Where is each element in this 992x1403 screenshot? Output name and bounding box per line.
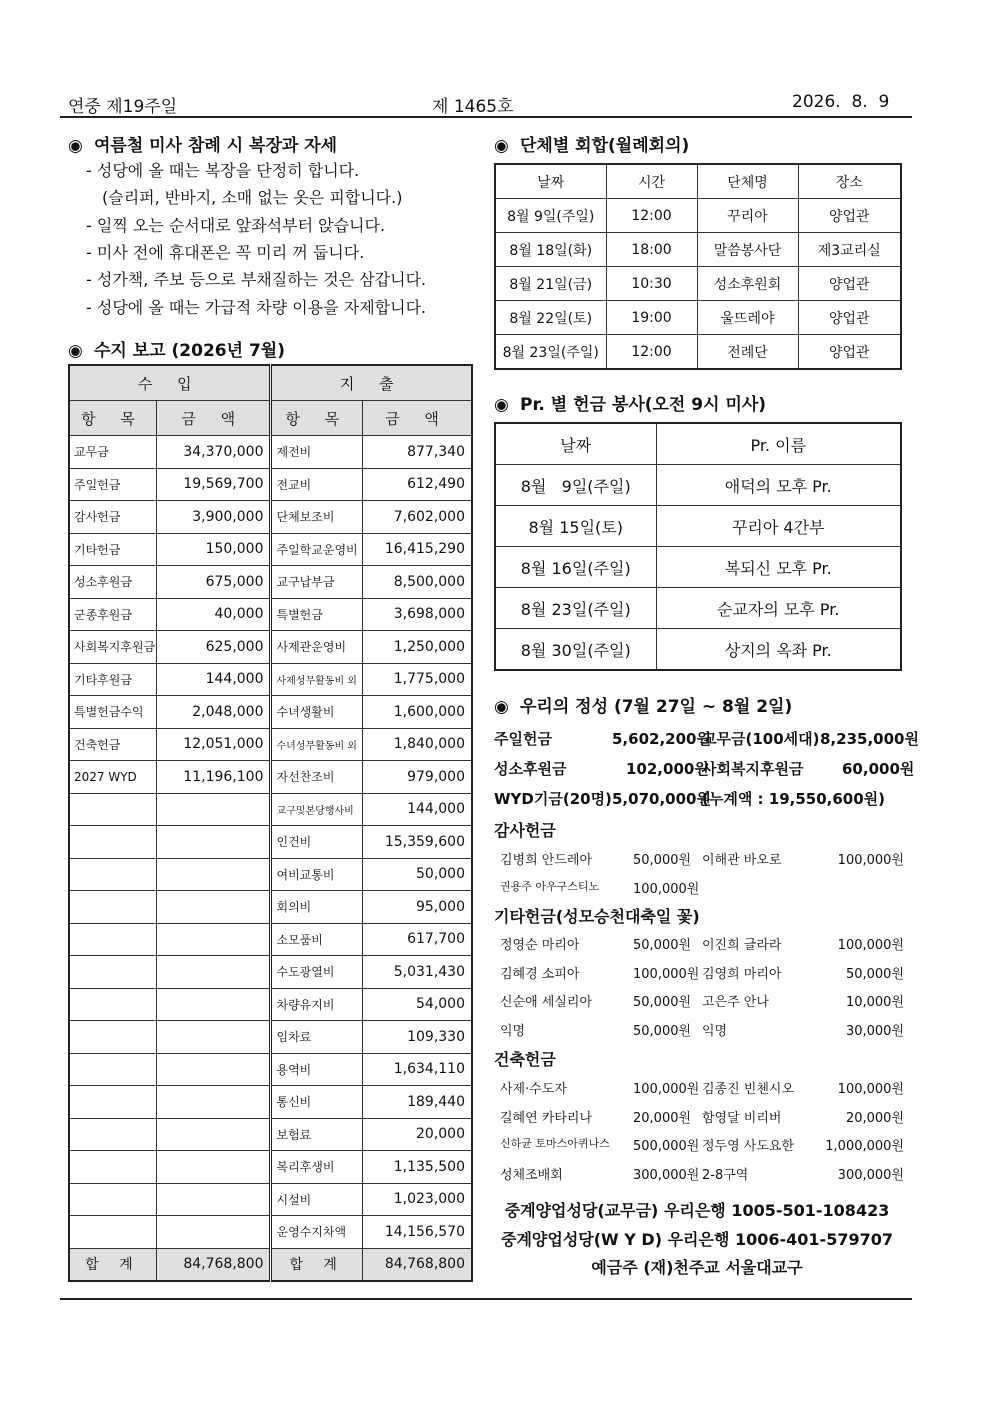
expense-item: 자선찬조비 [271, 761, 362, 794]
income-amount: 625,000 [156, 631, 271, 664]
donor-row [0, 963, 992, 983]
groups-col-header: 시간 [606, 164, 697, 199]
bullet-icon: ◉ [68, 136, 83, 156]
income-item: 성소후원금 [69, 566, 156, 599]
groups-table [494, 163, 902, 370]
groups-row [495, 233, 901, 267]
bullet-icon: ◉ [494, 136, 509, 156]
expense-amount: 109,330 [362, 1021, 472, 1054]
expense-item: 사제관운영비 [271, 631, 362, 664]
finance-row [69, 566, 472, 599]
groups-col-header: 날짜 [495, 164, 606, 199]
expense-item: 수도광열비 [271, 956, 362, 989]
donor-name: 신순애 세실리아 [500, 995, 593, 1011]
donor-name: 김영희 마리아 [702, 966, 782, 982]
bullet-icon: ◉ [494, 395, 509, 415]
donor-amount: 100,000원 [633, 881, 700, 897]
income-item: 2027 WYD [69, 761, 156, 794]
donor-name: 김병희 안드레아 [500, 853, 593, 868]
groups-cell: 말씀봉사단 [697, 233, 798, 267]
donor-row [0, 1107, 992, 1127]
donor-amount: 300,000원 [837, 1167, 904, 1183]
col-item-header: 항 목 [69, 401, 156, 436]
income-amount [156, 1183, 271, 1216]
income-item [69, 1183, 156, 1216]
donor-amount: 20,000원 [633, 1110, 692, 1126]
donor-amount: 50,000원 [633, 853, 692, 868]
income-amount: 144,000 [156, 663, 271, 696]
groups-cell: 18:00 [606, 233, 697, 267]
expense-amount: 1,634,110 [362, 1053, 472, 1086]
income-amount: 11,196,100 [156, 761, 271, 794]
expense-item: 복리후생비 [271, 1151, 362, 1184]
donor-amount: 100,000원 [837, 853, 904, 868]
expense-item: 특별헌금 [271, 598, 362, 631]
expense-amount: 144,000 [362, 793, 472, 826]
offering-line-3: WYD기금(20명) 5,070,000원 (누계액 : 19,550,600원) [494, 790, 886, 808]
expense-item: 보험료 [271, 1118, 362, 1151]
expense-item: 인건비 [271, 826, 362, 859]
groups-cell: 양업관 [798, 267, 901, 301]
donor-amount: 300,000원 [633, 1167, 700, 1183]
expense-item: 운영수지차액 [271, 1216, 362, 1249]
footer-rule [60, 1298, 912, 1300]
offering-line-2: 성소후원금 102,000원 사회복지후원금 60,000원 [494, 760, 915, 778]
donor-name: 이진희 글라라 [702, 938, 782, 953]
finance-row [69, 1216, 472, 1249]
pr-cell: 애덕의 모후 Pr. [656, 465, 901, 506]
expense-amount: 979,000 [362, 761, 472, 794]
groups-row [495, 199, 901, 233]
expense-amount: 1,600,000 [362, 696, 472, 729]
expense-amount: 1,840,000 [362, 728, 472, 761]
expense-item: 사제성무활동비 외 [271, 663, 362, 696]
offerings-section-title: ◉ 우리의 정성 (7월 27일 ~ 8월 2일) [494, 697, 793, 717]
pr-cell: 복되신 모후 Pr. [656, 547, 901, 588]
expense-amount: 54,000 [362, 988, 472, 1021]
account-line: 중계양업성당(W Y D) 우리은행 1006-401-579707 [501, 1230, 893, 1249]
pr-cell: 8월 15일(토) [495, 506, 656, 547]
income-header: 수 입 [69, 365, 271, 401]
groups-row [495, 301, 901, 335]
expense-item: 교구및본당행사비 [271, 793, 362, 826]
income-item: 주일헌금 [69, 468, 156, 501]
donor-row [0, 934, 992, 954]
pr-cell: 순교자의 모후 Pr. [656, 588, 901, 629]
donor-name: 정영순 마리아 [500, 938, 580, 953]
expense-item: 주일학교운영비 [271, 533, 362, 566]
other-title: 기타헌금(성모승천대축일 꽃) [494, 907, 700, 926]
pr-section-title: ◉ Pr. 별 헌금 봉사(오전 9시 미사) [494, 395, 767, 415]
income-item: 특별헌금수익 [69, 696, 156, 729]
groups-cell: 울뜨레야 [697, 301, 798, 335]
groups-cell: 10:30 [606, 267, 697, 301]
issue-number: 제 1465호 [432, 97, 514, 117]
expense-item: 용역비 [271, 1053, 362, 1086]
attire-section-title: ◉ 여름철 미사 참례 시 복장과 자세 [68, 136, 338, 156]
finance-row [69, 598, 472, 631]
groups-cell: 양업관 [798, 335, 901, 370]
expense-amount: 877,340 [362, 436, 472, 469]
account-line: 중계양업성당(교무금) 우리은행 1005-501-108423 [504, 1201, 890, 1220]
pr-col-header: Pr. 이름 [656, 423, 901, 465]
donor-row [0, 991, 992, 1011]
finance-row [69, 696, 472, 729]
groups-cell: 8월 23일(주일) [495, 335, 606, 370]
donor-name: 정두영 사도요한 [702, 1139, 795, 1155]
pr-cell: 상지의 옥좌 Pr. [656, 629, 901, 671]
income-item: 교무금 [69, 436, 156, 469]
col-amount-header: 금 액 [156, 401, 271, 436]
expense-amount: 50,000 [362, 858, 472, 891]
income-item: 군종후원금 [69, 598, 156, 631]
donor-amount: 20,000원 [845, 1110, 904, 1126]
expense-item: 수녀성무활동비 외 [271, 728, 362, 761]
pr-row [495, 465, 901, 506]
expense-amount: 1,250,000 [362, 631, 472, 664]
pr-cell: 8월 30일(주일) [495, 629, 656, 671]
expense-amount: 15,359,600 [362, 826, 472, 859]
income-amount: 3,900,000 [156, 501, 271, 534]
groups-cell: 제3교리실 [798, 233, 901, 267]
groups-cell: 19:00 [606, 301, 697, 335]
income-item: 기타후원금 [69, 663, 156, 696]
expense-amount: 14,156,570 [362, 1216, 472, 1249]
donor-name: 권용주 아우구스티노 [500, 879, 600, 893]
col-item-header: 항 목 [271, 401, 362, 436]
expense-header: 지 출 [271, 365, 472, 401]
income-amount: 40,000 [156, 598, 271, 631]
income-amount: 12,051,000 [156, 728, 271, 761]
pr-cell: 8월 9일(주일) [495, 465, 656, 506]
donor-name: 사제·수도자 [500, 1082, 567, 1097]
total-label: 합 계 [69, 1248, 156, 1281]
donor-name: 김혜경 소피아 [500, 966, 580, 982]
finance-row [69, 468, 472, 501]
expense-amount: 95,000 [362, 891, 472, 924]
expense-item: 통신비 [271, 1086, 362, 1119]
donor-row [0, 1020, 992, 1040]
groups-cell: 양업관 [798, 301, 901, 335]
donor-amount: 100,000원 [633, 1082, 700, 1097]
donor-name: 고은주 안나 [702, 995, 769, 1011]
pr-row [495, 547, 901, 588]
income-amount: 150,000 [156, 533, 271, 566]
donor-amount: 50,000원 [633, 995, 692, 1011]
pr-cell: 꾸리아 4간부 [656, 506, 901, 547]
pr-table [494, 422, 902, 671]
expense-amount: 20,000 [362, 1118, 472, 1151]
donor-name: 2-8구역 [702, 1167, 749, 1183]
donor-amount: 1,000,000원 [825, 1139, 904, 1155]
attire-line: (슬리퍼, 반바지, 소매 없는 옷은 피합니다.) [102, 188, 403, 207]
total-income: 84,768,800 [156, 1248, 271, 1281]
issue-week: 연중 제19주일 [68, 97, 178, 117]
expense-amount: 5,031,430 [362, 956, 472, 989]
expense-item: 제전비 [271, 436, 362, 469]
donor-name: 익명 [500, 1023, 526, 1039]
groups-cell: 꾸리아 [697, 199, 798, 233]
finance-row [69, 533, 472, 566]
expense-amount: 617,700 [362, 923, 472, 956]
donor-amount: 50,000원 [845, 966, 904, 982]
groups-cell: 12:00 [606, 335, 697, 370]
pr-col-header: 날짜 [495, 423, 656, 465]
income-amount: 34,370,000 [156, 436, 271, 469]
expense-amount: 1,023,000 [362, 1183, 472, 1216]
expense-amount: 612,490 [362, 468, 472, 501]
expense-item: 단체보조비 [271, 501, 362, 534]
expense-item: 소모품비 [271, 923, 362, 956]
income-amount [156, 1216, 271, 1249]
income-amount: 675,000 [156, 566, 271, 599]
total-expense: 84,768,800 [362, 1248, 472, 1281]
offering-line-1: 주일헌금 5,602,200원 교무금(100세대) 8,235,000원 [494, 730, 919, 748]
income-item: 사회복지후원금 [69, 631, 156, 664]
income-item: 감사헌금 [69, 501, 156, 534]
finance-row [69, 1183, 472, 1216]
income-amount: 19,569,700 [156, 468, 271, 501]
finance-row [69, 663, 472, 696]
donor-row [0, 1164, 992, 1184]
attire-line: - 미사 전에 휴대폰은 꼭 미리 꺼 둡니다. [86, 243, 365, 262]
income-item: 기타헌금 [69, 533, 156, 566]
attire-line: - 성당에 올 때는 복장을 단정히 합니다. [86, 161, 360, 180]
income-item: 건축헌금 [69, 728, 156, 761]
donor-amount: 100,000원 [837, 1082, 904, 1097]
total-label: 합 계 [271, 1248, 362, 1281]
income-amount: 2,048,000 [156, 696, 271, 729]
donor-name: 김종진 빈첸시오 [702, 1082, 795, 1097]
expense-item: 교구납부금 [271, 566, 362, 599]
expense-item: 시설비 [271, 1183, 362, 1216]
pr-row [495, 629, 901, 671]
expense-item: 여비교통비 [271, 858, 362, 891]
donor-row [0, 1078, 992, 1098]
finance-row [69, 436, 472, 469]
donor-amount: 100,000원 [837, 938, 904, 953]
expense-item: 임차료 [271, 1021, 362, 1054]
expense-amount: 1,775,000 [362, 663, 472, 696]
donor-amount: 50,000원 [633, 1023, 692, 1039]
bullet-icon: ◉ [494, 697, 509, 717]
groups-col-header: 장소 [798, 164, 901, 199]
pr-row [495, 506, 901, 547]
thanks-title: 감사헌금 [494, 821, 556, 840]
build-title: 건축헌금 [494, 1050, 556, 1069]
issue-date: 2026. 8. 9 [792, 92, 890, 112]
attire-line: - 일찍 오는 순서대로 앞좌석부터 앉습니다. [86, 216, 386, 235]
expense-amount: 8,500,000 [362, 566, 472, 599]
expense-item: 수녀생활비 [271, 696, 362, 729]
expense-amount: 1,135,500 [362, 1151, 472, 1184]
donor-name: 길혜연 카타리나 [500, 1110, 593, 1126]
groups-cell: 전례단 [697, 335, 798, 370]
expense-amount: 189,440 [362, 1086, 472, 1119]
donor-amount: 30,000원 [845, 1023, 904, 1039]
expense-item: 전교비 [271, 468, 362, 501]
donor-row [0, 1135, 992, 1155]
groups-cell: 성소후원회 [697, 267, 798, 301]
groups-cell: 8월 18일(화) [495, 233, 606, 267]
pr-cell: 8월 16일(주일) [495, 547, 656, 588]
finance-row [69, 631, 472, 664]
pr-row [495, 588, 901, 629]
attire-line: - 성당에 올 때는 가급적 차량 이용을 자제합니다. [86, 298, 427, 317]
groups-section-title: ◉ 단체별 회합(월례회의) [494, 136, 690, 156]
donor-amount: 500,000원 [633, 1139, 700, 1155]
donor-name: 성체조배회 [500, 1167, 563, 1183]
finance-row [69, 501, 472, 534]
attire-line: - 성가책, 주보 등으로 부채질하는 것은 삼갑니다. [86, 270, 427, 289]
donor-amount: 100,000원 [633, 966, 700, 982]
groups-row [495, 335, 901, 370]
income-item [69, 1216, 156, 1249]
groups-cell: 8월 9일(주일) [495, 199, 606, 233]
finance-section-title: ◉ 수지 보고 (2026년 7월) [68, 341, 285, 361]
donor-amount: 50,000원 [633, 938, 692, 953]
bullet-icon: ◉ [68, 341, 83, 361]
groups-cell: 8월 21일(금) [495, 267, 606, 301]
pr-cell: 8월 23일(주일) [495, 588, 656, 629]
col-amount-header: 금 액 [362, 401, 472, 436]
donor-name: 함영달 비리버 [702, 1110, 782, 1126]
expense-amount: 7,602,000 [362, 501, 472, 534]
account-holder: 예금주 (재)천주교 서울대교구 [591, 1258, 803, 1277]
groups-cell: 8월 22일(토) [495, 301, 606, 335]
header-rule [60, 116, 912, 118]
donor-name: 익명 [702, 1023, 728, 1039]
groups-row [495, 267, 901, 301]
donor-name: 이해관 바오로 [702, 853, 782, 868]
groups-cell: 양업관 [798, 199, 901, 233]
groups-cell: 12:00 [606, 199, 697, 233]
donor-name: 신하균 토마스아퀴나스 [500, 1137, 610, 1151]
donor-amount: 10,000원 [845, 995, 904, 1011]
donor-row [0, 878, 992, 898]
expense-amount: 16,415,290 [362, 533, 472, 566]
finance-total-row [69, 1248, 472, 1281]
expense-amount: 3,698,000 [362, 598, 472, 631]
donor-row [0, 849, 992, 869]
expense-item: 차량유지비 [271, 988, 362, 1021]
expense-item: 회의비 [271, 891, 362, 924]
groups-col-header: 단체명 [697, 164, 798, 199]
